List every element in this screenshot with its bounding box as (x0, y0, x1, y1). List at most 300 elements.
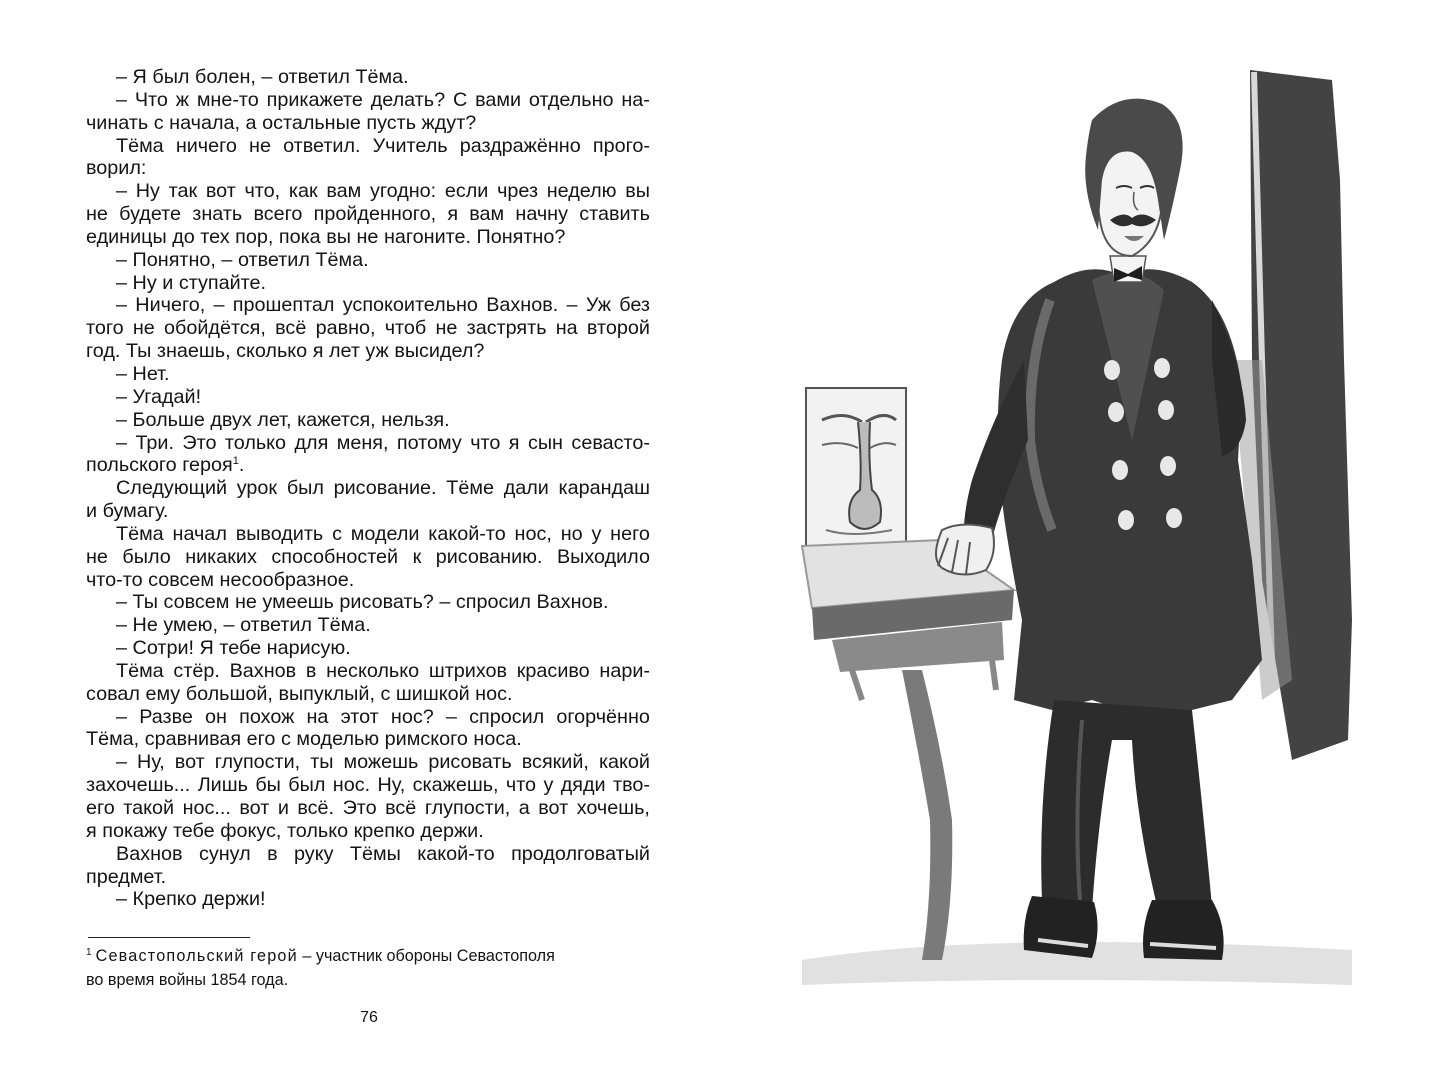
word: ж (175, 88, 189, 111)
word: Ну, (377, 774, 406, 797)
word: на (306, 705, 329, 728)
word: нагоните. (383, 225, 471, 248)
word: – (116, 705, 128, 728)
word: с (153, 111, 164, 134)
word: вами (475, 88, 522, 111)
text-line (86, 66, 650, 89)
word: огорчённо (556, 705, 650, 728)
word: сын (527, 431, 563, 454)
word: Не (132, 614, 158, 637)
word: с (280, 728, 291, 751)
word: – (116, 88, 128, 111)
word: тебе (219, 637, 262, 660)
text-line (86, 523, 650, 546)
word: нос? (390, 705, 434, 728)
word: второй (586, 317, 650, 340)
word: ответил (240, 614, 312, 637)
word: Ну, (137, 751, 165, 774)
word: тех (200, 225, 230, 248)
word: ответил. (283, 134, 361, 157)
word: рисованию. (435, 545, 543, 568)
text-line (86, 432, 650, 455)
word: Тёма. (317, 614, 371, 637)
word: нельзя. (381, 408, 450, 431)
word: Я (199, 637, 214, 660)
word: римского (384, 728, 468, 751)
word: – (116, 408, 128, 431)
word: он (205, 705, 227, 728)
text-line (86, 888, 650, 911)
punctuation: . (238, 454, 245, 477)
trousers (1041, 700, 1212, 910)
word: – (116, 751, 128, 774)
word: скажешь, (412, 774, 499, 797)
word: – (116, 294, 128, 317)
text-line (86, 569, 650, 592)
word: рисование. (333, 477, 437, 500)
word: спросил (455, 591, 531, 614)
word: – (116, 888, 128, 911)
word: крепко (353, 819, 415, 842)
word: лет (328, 340, 360, 363)
word: руку (294, 842, 334, 865)
word: кажется, (297, 408, 376, 431)
word: и (162, 271, 174, 294)
word: мне-то (196, 88, 259, 111)
word: совсем (148, 568, 215, 591)
word: моделью (296, 728, 380, 751)
text-line (86, 706, 650, 729)
word: – (116, 271, 128, 294)
word: нари- (599, 659, 650, 682)
footnote-divider (88, 937, 250, 938)
word: но (560, 522, 583, 545)
word: красиво (516, 659, 590, 682)
word: предмет. (86, 865, 167, 888)
text-line (86, 180, 650, 203)
word: Тёма (116, 134, 164, 157)
text-line (86, 866, 650, 889)
text-line (86, 294, 650, 317)
word: нарисую. (266, 637, 351, 660)
word: стёр. (173, 659, 220, 682)
word: всякий, (521, 751, 589, 774)
word: будете (119, 203, 182, 226)
text-line (86, 89, 650, 112)
word: Три. (135, 431, 174, 454)
word: чрез (497, 180, 539, 203)
word: остальные (262, 111, 361, 134)
word: Это (342, 797, 377, 819)
word: прошептал (232, 294, 335, 317)
word: держи. (420, 819, 484, 842)
word: Лишь (197, 774, 248, 797)
word: у (543, 774, 554, 797)
left-shoe (1024, 896, 1098, 958)
word: вот (239, 797, 270, 819)
word: не (132, 317, 155, 340)
word: начал (172, 522, 227, 545)
word: Понятно, (132, 248, 216, 271)
word: в (305, 659, 317, 682)
word: него (610, 522, 650, 545)
word: неделю (546, 180, 617, 203)
word: урок (236, 477, 278, 500)
word: с (332, 522, 342, 545)
text-line (86, 340, 650, 363)
word: Тёма (116, 522, 164, 545)
text-line (86, 820, 650, 843)
word: штрихов (428, 659, 508, 682)
footnote-line-1 (86, 944, 652, 968)
word: способностей (271, 545, 399, 568)
text-line (86, 477, 650, 500)
word: Вахнов (229, 659, 297, 682)
word: на- (621, 88, 650, 111)
text-line (86, 272, 650, 295)
word: вот (538, 797, 569, 819)
word: – (445, 705, 457, 728)
word: и (86, 500, 98, 523)
word: год. (86, 340, 121, 363)
word: знать (192, 203, 243, 226)
word: – (116, 591, 128, 614)
word: большой, (185, 682, 273, 705)
word: Угадай! (132, 385, 202, 408)
word: ответил (237, 248, 310, 271)
word: ничего (175, 134, 237, 157)
text-line (86, 226, 650, 249)
word: потому (396, 431, 462, 454)
text-line (86, 728, 650, 751)
text-line (86, 843, 650, 866)
word: бумагу. (102, 500, 169, 523)
word: совал (86, 682, 140, 705)
word: тебе (172, 819, 215, 842)
word: Вахнов. (486, 294, 559, 317)
footnote (86, 944, 652, 992)
word: был (152, 66, 190, 88)
word: начала, (169, 111, 241, 134)
word: болен, (195, 66, 256, 88)
word: Выходило (556, 545, 650, 568)
text-line (86, 203, 650, 226)
word: пройденного, (313, 203, 437, 226)
word: отдельно (528, 88, 614, 111)
text-line (86, 660, 650, 683)
word: севасто- (571, 431, 650, 454)
word: выводить (235, 522, 324, 545)
word: ждут? (421, 111, 477, 134)
word: ему (145, 682, 181, 705)
word: Нет. (132, 362, 170, 385)
word: – (439, 591, 451, 614)
text-line (86, 135, 650, 158)
word: Я (132, 66, 147, 88)
word: Ничего, (135, 294, 206, 317)
word: Вахнов. (536, 591, 609, 614)
word: успокоительно (342, 294, 478, 317)
word: несообразное. (219, 568, 355, 591)
word: какой-то (417, 842, 495, 865)
word: вот (205, 180, 236, 203)
word: я (312, 340, 324, 363)
word: вот (174, 751, 205, 774)
word: сунул (198, 842, 251, 865)
word: был (288, 774, 326, 797)
text-line (86, 797, 650, 820)
word: польского (86, 454, 177, 477)
text-line (86, 386, 650, 409)
word: я (447, 203, 459, 226)
word: рисовать? (339, 591, 434, 614)
word: выпуклый, (278, 682, 375, 705)
word: единицы (86, 225, 167, 248)
word: этот (340, 705, 379, 728)
word: – (116, 66, 128, 88)
word: – (566, 294, 578, 317)
word: не (234, 591, 257, 614)
word: Крепко (132, 888, 197, 911)
word: знаешь, (156, 340, 231, 363)
word: шишкой (395, 682, 470, 705)
word: было (122, 545, 171, 568)
word: – (221, 248, 233, 271)
word: не (435, 317, 458, 340)
word: как (288, 180, 318, 203)
word: Уж (585, 294, 611, 317)
word: Это (182, 431, 217, 454)
word: нос, (514, 522, 552, 545)
word: если (444, 180, 489, 203)
text-line (86, 409, 650, 432)
word: совсем (163, 591, 230, 614)
word: Тёма. (355, 66, 409, 88)
word: модели (350, 522, 420, 545)
word: носа. (473, 728, 522, 751)
word: вам (326, 180, 362, 203)
illustration-teacher-portrait (792, 60, 1352, 990)
word: – (116, 431, 128, 454)
word: нос. (332, 774, 371, 797)
word: прикажете (266, 88, 363, 111)
word: я (508, 431, 520, 454)
word: Следующий (116, 477, 228, 500)
teacher-figure (936, 99, 1262, 960)
word: Понятно? (476, 225, 566, 248)
table (802, 540, 1014, 960)
word: двух (210, 408, 252, 431)
footnote-text-1: – участник обороны Севастополя (297, 947, 555, 965)
word: что-то (86, 568, 143, 591)
word: делать? (370, 88, 446, 111)
word: ступайте. (178, 271, 267, 294)
word: высидел? (394, 340, 485, 363)
word: был (286, 477, 324, 500)
text-line (86, 637, 650, 660)
word: покажу (102, 819, 168, 842)
word: тво- (613, 774, 650, 797)
word: только (286, 819, 349, 842)
word: чинать (86, 111, 149, 134)
text-line (86, 751, 650, 774)
word: всё. (297, 797, 335, 819)
word: и (277, 797, 289, 819)
word: а (245, 111, 257, 134)
word: Тёма, (86, 728, 140, 751)
word: – (223, 614, 235, 637)
text-line (86, 591, 650, 614)
word: С (452, 88, 468, 111)
word: умею, (163, 614, 218, 637)
word: чтоб (384, 317, 427, 340)
word: никаких (185, 545, 257, 568)
word: Учитель (372, 134, 448, 157)
text-line (86, 363, 650, 386)
word: похож (239, 705, 295, 728)
text-line (86, 614, 650, 637)
word: не (86, 545, 108, 568)
footnote-reference: 1 (232, 455, 239, 468)
word: сравнивая (144, 728, 242, 751)
word: ответил (277, 66, 350, 88)
word: ворил: (86, 157, 147, 180)
word: карандаш (558, 477, 650, 500)
text-line (86, 112, 650, 135)
word: к (412, 545, 422, 568)
word: вы (326, 225, 351, 248)
word: спросил (469, 705, 545, 728)
word: на (555, 317, 578, 340)
word: для (294, 431, 329, 454)
word: Ну (135, 180, 160, 203)
word: – (213, 294, 225, 317)
word: какой (598, 751, 650, 774)
word: вы (625, 180, 650, 203)
word: так (168, 180, 198, 203)
word: без (619, 294, 650, 317)
word: Тёме (446, 477, 494, 500)
footnote-line-2: во время войны 1854 года. (86, 971, 289, 989)
text-line (86, 500, 650, 523)
word: в (267, 842, 278, 865)
word: глупости, (424, 797, 511, 819)
word: ставить (579, 203, 650, 226)
word: продолговатый (511, 842, 650, 865)
word: меня, (336, 431, 389, 454)
word: Вахнов (116, 842, 183, 865)
word: героя$^1$. (182, 454, 245, 477)
word: только (224, 431, 287, 454)
word: нос. (475, 682, 513, 705)
word: что (470, 431, 501, 454)
word: лет, (257, 408, 292, 431)
word: его (86, 797, 115, 819)
text-line (86, 317, 650, 340)
word: ты (310, 751, 334, 774)
word: нос... (182, 797, 231, 819)
text-line (86, 249, 650, 272)
word: а (518, 797, 530, 819)
word: я (86, 819, 97, 842)
word: вам (469, 203, 505, 226)
word: того (86, 317, 124, 340)
word: глупости, (214, 751, 301, 774)
left-page (86, 66, 650, 1046)
word: сколько (236, 340, 308, 363)
illustration-svg (792, 60, 1352, 990)
word: пусть (366, 111, 416, 134)
word: Тёма. (315, 248, 369, 271)
text-line (86, 546, 650, 569)
body-text (86, 66, 650, 911)
word: – (261, 66, 273, 88)
word: хочешь, (576, 797, 650, 819)
word: – (116, 637, 128, 660)
word: пор, (235, 225, 274, 248)
text-line (86, 157, 650, 180)
word: держи! (202, 888, 266, 911)
right-shoe (1143, 900, 1224, 960)
word: – (116, 614, 128, 637)
word: умеешь (262, 591, 334, 614)
word: Что (134, 88, 168, 111)
word: не (356, 225, 379, 248)
word: всё (385, 797, 417, 819)
word: Ты (132, 591, 158, 614)
word: угодно: (369, 180, 437, 203)
word: Ты (125, 340, 152, 363)
word: дяди (560, 774, 606, 797)
word: до (172, 225, 195, 248)
text-line (86, 454, 650, 477)
word: бы (255, 774, 281, 797)
word: – (116, 385, 128, 408)
word: обойдётся, (164, 317, 266, 340)
word: Тёма (116, 659, 164, 682)
word: с (380, 682, 391, 705)
page-number: 76 (360, 1009, 378, 1026)
word: раздражённо (459, 134, 581, 157)
word: такой (123, 797, 175, 819)
word: у (591, 522, 602, 545)
word: несколько (326, 659, 420, 682)
word: пока (278, 225, 321, 248)
word: Разве (139, 705, 193, 728)
word: Больше (132, 408, 205, 431)
text-line (86, 683, 650, 706)
word: уж (365, 340, 389, 363)
word: всё (275, 317, 307, 340)
word: начну (515, 203, 569, 226)
word: Ну (132, 271, 157, 294)
word: что, (244, 180, 281, 203)
word: не (86, 203, 108, 226)
word: Тёмы (349, 842, 401, 865)
word: можешь (343, 751, 419, 774)
footnote-number: 1 (86, 947, 92, 958)
word: Сотри! (132, 637, 195, 660)
word: фокус, (220, 819, 282, 842)
nose-model-easel (806, 388, 906, 546)
word: застрять (466, 317, 547, 340)
word: не (249, 134, 271, 157)
word: прого- (592, 134, 650, 157)
word: что (505, 774, 537, 797)
word: – (116, 248, 128, 271)
word: его (246, 728, 276, 751)
footnote-term: Севастопольский герой (95, 947, 298, 965)
